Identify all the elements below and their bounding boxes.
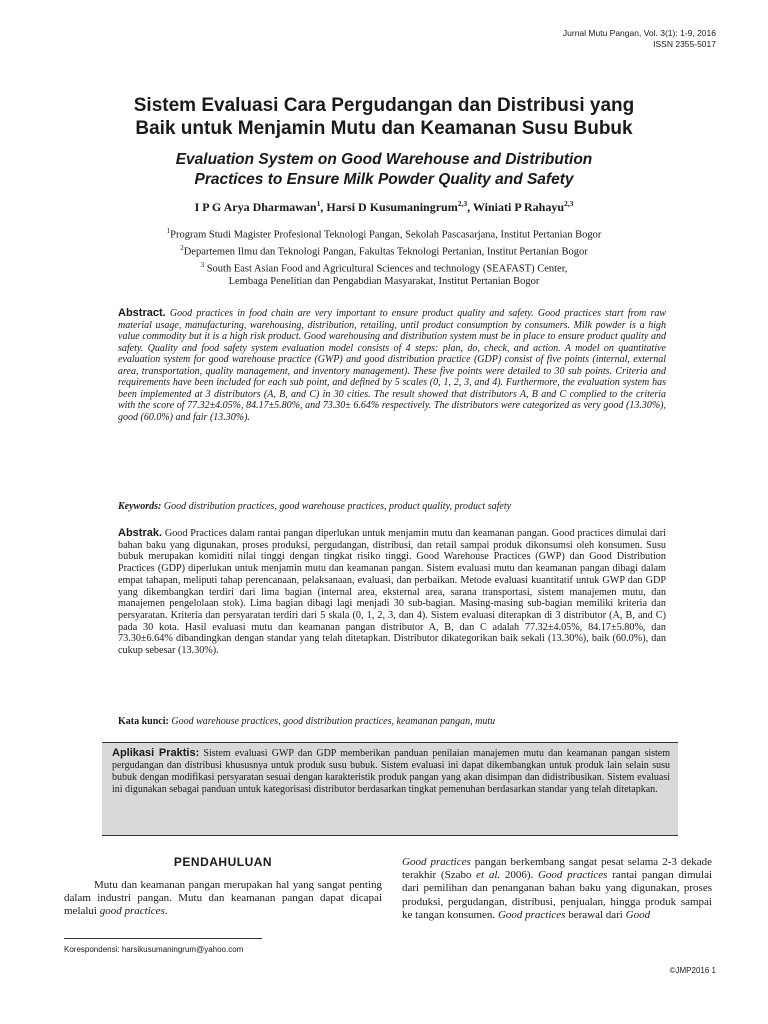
keywords-label: Keywords: [118,501,162,512]
kata-kunci-label: Kata kunci: [118,716,169,727]
affiliation-line: $^1$Program Studi Magister Profesional Teknologi Pangan, Sekolah Pascasarjana, Institut Pertanian Bogor [166,227,602,241]
author-separator: , [320,200,327,214]
title-indonesian-line-2: Baik untuk Menjamin Mutu dan Keamanan Susu Bubuk [135,118,633,139]
footnote-divider [64,938,262,939]
affiliation-line: Lembaga Penelitian dan Pengabdian Masyarakat, Institut Pertanian Bogor [228,276,540,288]
author-separator: , [467,200,473,214]
author-affil-mark: 2,3 [457,199,468,208]
title-english-line-2: Practices to Ensure Milk Powder Quality and Safety [194,171,574,188]
author-name: Harsi D Kusumaningrum [326,200,458,214]
kata-kunci [118,716,666,727]
abstract-indonesian [118,528,666,657]
affiliation-list [60,225,708,289]
keywords-text: Good distribution practices, good warehouse practices, product quality, product safety [161,501,512,512]
title-english-line-1: Evaluation System on Good Warehouse and Distribution [175,151,593,168]
abstrak-label: Abstrak. [118,527,163,539]
intro-right-column: Good practices pangan berkembang sangat pesat selama 2-3 dekade terakhir (Szabo et al. 2006). Good practices rantai pangan dimulai dari pemilihan dan penanganan bahan baku yang digunakan, proses produksi, pergudangan, distribusi, penjualan, hingga produk sampai ke tangan konsumen. Good practices berawal dari Good [402,856,713,921]
intro-paragraph: Mutu dan keamanan pangan merupakan hal yang sangat penting dalam industri pangan. Mutu dan keamanan pangan dapat dicapai melalui good practices. [64,879,382,918]
title-indonesian [60,94,708,140]
abstract-english [118,308,666,423]
title-indonesian-line-1: Sistem Evaluasi Cara Pergudangan dan Distribusi yang [133,95,635,116]
page-footer: ©JMP2016 1 [669,966,716,975]
practical-application-box [102,742,678,836]
section-heading: PENDAHULUAN [173,855,273,869]
correspondence-footnote: Korespondensi: harsikusumaningrum@yahoo.com [64,945,244,954]
abstrak-text: Good Practices dalam rantai pangan diperlukan untuk menjamin mutu dan keamanan pangan. Good practices dimulai dari bahan baku yang digunakan, proses produksi, pergudangan, distribusi, dan retail sampai produk dikonsumsi oleh konsumen. Susu bubuk merupakan komiditi nilai tinggi dengan tingkat risiko tinggi. Good Warehouse Practices (GWP) dan Good Distribution Practices (GDP) diperlukan untuk menjamin mutu dan keamanan pangan. Sistem evaluasi mutu dan keamanan pangan dibagi dalam empat tahapan, meliputi tahap perencanaan, pelaksanaan, evaluasi, dan perbaikan. Metode evaluasi kuantitatif untuk GWP dan GDP yang dikembangkan terdiri dari lima bagian (internal area, eksternal area, sarana transportasi, sistem manajemen mutu, dan manajemen pengelolaan stok). Lima bagian dibagi lagi menjadi 30 sub-bagian. Masing-masing sub-bagian memiliki kriteria dan persyaratan. Kriteria dan persyaratan terdiri dari 5 skala (0, 1, 2, 3, dan 4). Sistem evaluasi diterapkan di 3 distributor (A, B, and C) pada 30 kota. Hasil evaluasi mutu dan keamanan pangan distributor A, B, dan C adalah 77.32±4.05%, 84.17±5.80%, dan 73.30±6.64% dibandingkan dengan standar yang telah ditetapkan. Distributor dikategorikan baik sekali (13.30%), baik (60.0%), dan cukup sebesar (13.30%). [118,528,666,657]
author-name: I P G Arya Dharmawan [194,200,317,214]
intro-left-column [64,855,382,919]
journal-header [563,28,716,50]
affiliation-line: $^3$ South East Asian Food and Agricultural Sciences and technology (SEAFAST) Center, [200,261,568,275]
affiliation-mark: 2 [180,244,184,253]
affiliation-line: $^2$Departemen Ilmu dan Teknologi Pangan, Fakultas Teknologi Pertanian, Institut Pertanian Bogor [180,244,588,258]
aplikasi-label: Aplikasi Praktis: [112,747,200,759]
author-name: Winiati P Rahayu [472,200,565,214]
kata-kunci-text: Good warehouse practices, good distribution practices, keamanan pangan, mutu [168,716,496,727]
abstract-label: Abstract. [118,307,166,319]
aplikasi-text: Sistem evaluasi GWP dan GDP memberikan panduan penilaian manajemen mutu dan keamanan pangan sistem pergudangan dan distribusi khususnya untuk produk susu bubuk. Sistem evaluasi ini dapat dikembangkan untuk produk lain selain susu bubuk dengan modifikasi persyaratan sesuai dengan karakteristik produk pangan yang akan disimpan dan didistribusikan. Sistem evaluasi ini digunakan sebagai panduan untuk kategorisasi distributor berdasarkan tingkat pemenuhan berdasarkan standar yang telah ditetapkan. [112,748,670,795]
author-affil-mark: 2,3 [564,199,574,208]
affiliation-mark: 3 [200,261,205,270]
journal-issn: ISSN 2355-5017 [653,39,716,49]
author-list [60,199,708,215]
title-english [60,150,708,190]
affiliation-mark: 1 [166,227,171,235]
journal-citation: Jurnal Mutu Pangan, Vol. 3(1): 1-9, 2016 [562,28,716,38]
abstract-text: Good practices in food chain are very important to ensure product quality and safety. Good practices start from raw material usage, manufacturing, warehousing, distribution, retailing, until product consumption by consumers. Milk powder is a high value commodity but it is a high risk product. Good warehousing and distribution system must be in place to ensure product quality and safety. Quality and food safety system evaluation model consists of 4 steps: plan, do, check, and action. A model on quantitative evaluation system for good warehouse practice (GWP) and good distribution practice (GDP) consist of five points (internal, external area, transportation, quality management, and inventory management). These five points were detailed to 30 sub points. Criteria and requirements have been included for each sub point, and defined by 5 scales (0, 1, 2, 3, and 4). Furthermore, the evaluation system has been implemented at 3 distributors (A, B, and C) in 30 cities. The result showed that distributors A, B and C complied to the criteria with the score of 77.32±4.05%, 84.17±5.80%, and 73.30± 6.64% respectively. The distributors were categorized as very good (13.30%), good (60.0%) and fair (13.30%). [118,308,667,423]
keywords [118,501,666,512]
author-affil-mark: 1 [316,199,321,208]
